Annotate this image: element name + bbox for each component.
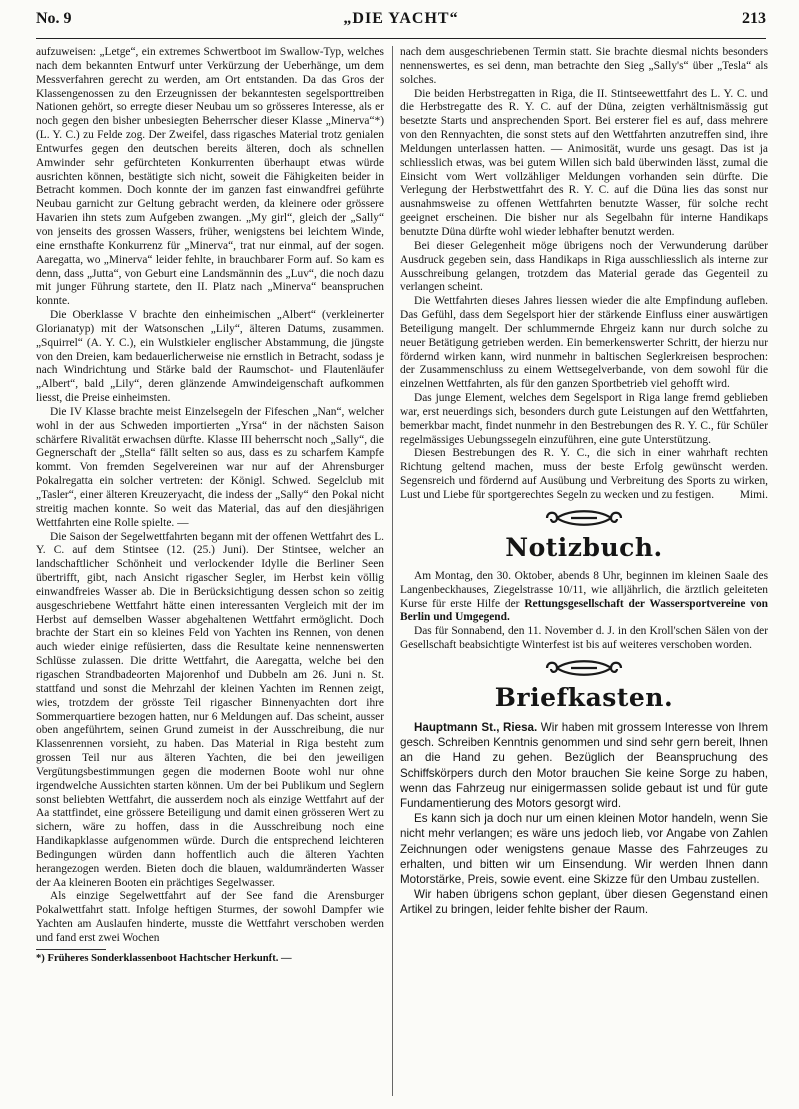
notice-organization: Rettungsgesellschaft der Wassersportvereine von Berlin und Umgegend. bbox=[400, 597, 768, 624]
right-column bbox=[400, 46, 768, 1101]
magazine-title: „DIE YACHT“ bbox=[343, 10, 459, 27]
author-signature: Mimi. bbox=[739, 489, 768, 501]
paragraph: Die Oberklasse V brachte den einheimischen „Albert“ (verkleinerter Glorianatyp) mit der Watsonschen „Lily“, älteren Datums, zusammen. „Squirrel“ (A. Y. C.), ein Wulstkieler englischer Abstammung, die jüngste von den Dreien, kam bedauerlicherweise nie ernstlich in Betracht, sodass je nach Windrichtung und Stärke bald der Raumschot- und Flautenläufer „Albert“, bald „Lily“, deren glänzende Amwindeigenschaft aufkommen liesst, die Preise einheimsten. bbox=[36, 309, 384, 405]
paragraph-text: Diesen Bestrebungen des R. Y. C., die sich in einer wahrhaft rechten Richtung geltend machen, muss der beste Erfolg gewünscht werden. Segensreich und fördernd auf Ausübung und Verbreitung des Sports zu wirken, Lust und Liebe für sportgerechtes Segeln zu wecken und zu festigen. bbox=[400, 447, 768, 501]
notice-paragraph bbox=[400, 570, 768, 625]
paragraph: aufzuweisen: „Letge“, ein extremes Schwertboot im Swallow-Typ, welches nach dem bekannten Entwurf unter Verkürzung der Ueberhänge, um dem Messverfahren gerecht zu werden, am Ort entstanden. Da das Gros der Klassengenossen zu den Erzeugnissen der bekanntesten segelsporttreiben Nationen gehört, so erregte dieser Neubau um so grösseres Interesse, als er noch gegen den bisher unbesiegten Beherrscher dieser Klasse „Minerva“*) (L. Y. C.) zu Felde zog. Der Zweifel, dass rigasches Material trotz genialen Entwurfes gegen den deutschen bereits älteren, doch als schnellen Amwinder sehr gefürchteten Konkurrenten überhaupt etwas würde ausrichten können, bestätigte sich nicht, soweit die Fähigkeiten beider in Betracht kommen. Doch konnte der im ganzen fast einwandfrei geführte Neubau garnicht zur Geltung gebracht werden, da kleinere oder grössere Havarien ihn stets zum Aufgeben zwangen. „My girl“, gleich der „Sally“ von jenseits des grossen Wassers, früher, wenigstens bei leichtem Winde, eine ernsthafte Konkurrenz für „Minerva“, trat nur einmal, auf der sogen. Aaregatta, wo „Minerva“ leider fehlte, in brauchbarer Form auf. So kam es denn, dass „Jutta“, von Geburt eine Landsmännin des „Luv“, die noch dazu mit junger Führung startete, den II. Platz nach „Minerva“ beanspruchen konnte. bbox=[36, 46, 384, 308]
briefkasten-section bbox=[400, 720, 768, 918]
notice-paragraph: Das für Sonnabend, den 11. November d. J. in den Kroll'schen Sälen von der Gesellschaft beabsichtigte Winterfest ist bis auf weiteres verschoben worden. bbox=[400, 625, 768, 652]
briefkasten-heading: Briefkasten. bbox=[494, 682, 674, 712]
paragraph: Die IV Klasse brachte meist Einzelsegeln der Fifeschen „Nan“, welcher wohl in der aus Schweden importierten „Yrsa“ in der nächsten Saison schärfere Rivalität erwachsen dürfte. Klasse III beherrscht noch „Sally“, die Gegnerschaft der „Stella“ fällt selten so aus, dass es zu scharfem Kampfe kommt. Von fremden Segelvereinen war nur auf der Ahrensburger Pokalregatta ein solcher vertreten: der Königl. Schwed. Segelclub mit „Tasler“, einer älteren Kreuzeryacht, die indess der „Sally“ den Pokal nicht streitig machen konnte. So weit das Material, das auf den diesjährigen Wettfahrten eine Rolle spielte. — bbox=[36, 405, 384, 529]
issue-number: No. 9 bbox=[36, 10, 72, 27]
footnote: *) Früheres Sonderklassenboot Hachtscher Herkunft. — bbox=[36, 952, 292, 964]
notizbuch-heading: Notizbuch. bbox=[505, 532, 663, 562]
paragraph: Die Wettfahrten dieses Jahres liessen wieder die alte Empfindung aufleben. Das Gefühl, dass dem Segelsport hier der stärkende Einfluss einer auswärtigen Beteiligung mangelt. Der schlummernde Ehrgeiz kann nur durch solche zu neuer Betätigung getrieben werden. Ein bemerkenswerter Schritt, der hierzu nur fördernd wirken kann, wird nunmehr in baltischen Seglerkreisen besprochen: der Zusammenschluss zu einem Wettsegelverbande, von dem sowohl für die einzelnen Wettfahrten, als für den ganzen Sportbetrieb viel gehofft wird. bbox=[400, 295, 768, 391]
notice-text: Am Montag, den 30. Oktober, abends 8 Uhr, beginnen im kleinen Saale des Langenbeckhauses, Ziegelstrasse 10/11, wie alljährlich, die ärztlich geleiteten Kurse für erste Hilfe der bbox=[400, 569, 768, 610]
left-column bbox=[36, 46, 384, 1101]
paragraph: Das junge Element, welches dem Segelsport in Riga lange fremd geblieben war, erst neuerdings sich, besonders durch gute Leistungen auf den Wettfahrten, bemerkbar macht, findet nunmehr in den Bestrebungen des R. Y. C., für Schüler regelmässiges Uebungssegeln einzuführen, eine gute Unterstützung. bbox=[400, 392, 768, 446]
letter-reply bbox=[400, 720, 768, 811]
paragraph: Die beiden Herbstregatten in Riga, die II. Stintseewettfahrt des L. Y. C. und die Herbstregatte des R. Y. C. auf der Düna, zeigten verhältnismässig gut besetzte Starts und ansprechenden Sport. Bei ersterer fiel es auf, dass mehrere von den Rennyachten, die sonst stets auf den Wettfahrten anzutreffen sind, ihre Meldungen unterlassen hatten. — Animosität, wurde uns gesagt. Das ist ja schliesslich etwas, was bei gutem Willen sich bald überwinden lässt, zumal die Einsicht vom Wert vollzähliger Meldungen vorhanden sein dürfte. Die Verlegung der Herbstwettfahrt des R. Y. C. auf die Düna lies das sonst nur ausnahmsweise zu offenen Wettfahrten benutzte Wasser, für solche recht geeignet erscheinen. Die bisher nur als Segelbahn für interne Handikaps benutzte Düna dürfte wohl wieder lebhafter benutzt werden. bbox=[400, 87, 768, 238]
paragraph: Die Saison der Segelwettfahrten begann mit der offenen Wettfahrt des L. Y. C. auf dem Stintsee (12. (25.) Juni). Der Stintsee, welcher an landschaftlicher Schönheit und verlockender Idylle die Berliner Seen übertrifft, gibt, nach Ansicht rigascher Segler, im Herbst kein völlig einwandfreies Wasser ab. Die in Berücksichtigung dessen schon so zeitig ausgeschriebene Wettfahrt hätte einen interessanten Vergleich mit der im Herbst auf demselben Wasser abgehaltenen Wettfahrt ermöglicht. Doch brachte der Start ein so kleines Feld von Yachten ins Rennen, von denen auch wieder einige refüsierten, dass die Resultate keine nennenswerten Schlüsse zulassen. Die dritte Wettfahrt, die Aaregatta, welche bei den rigaschen Strandbadeorten Majorenhof und Dubbeln am 26. Juni n. St. stattfand und sonst die Mehrzahl der kleinen Yachten im Rennen zeigt, wies, trotzdem der grösste Teil rigascher Binnenyachten dort ihre Sommerquartiere bezogen hatten, nur 6 Meldungen auf. Das scheint, ausser oben angeführtem, seinen Grund zumeist in der Ausschreibung, die nur Klassenrennen vorsieht, zu haben. Das Material in Riga besteht zum grossen Teil nur aus älteren Yachten, die bei den jeweiligen Vergütungsbestimmungen gegen die modernen Boote wohl nur ohne irgendwelche Aussichten starten können. Um der bei Publikum und Seglern sonst beliebten Wettfahrt, die ausserdem noch als einzige Wettfahrt auf der Aa stattfindet, eine grössere Beteiligung und damit einen grösseren Wert zu sichern, wäre zu hoffen, dass in die Ausschreibung noch eine Handikapklasse aufgenommen würde. Durch die entsprechend leichteren Bedingungen würden dann hoffentlich auch die älteren Yachten herangezogen werden. Bieten doch die blauen, waldumränderten Wasser der Aa kleineren Booten ein prächtiges Segelwasser. bbox=[36, 530, 384, 889]
scroll-ornament-icon bbox=[400, 507, 768, 529]
paragraph: nach dem ausgeschriebenen Termin statt. Sie brachte diesmal nichts besonders nennenswertes, es sei denn, man betrachte den Sieg „Sally's“ über „Tesla“ als solches. bbox=[400, 46, 768, 86]
paragraph bbox=[400, 447, 768, 502]
footnote-rule bbox=[36, 949, 106, 950]
header-rule bbox=[36, 38, 766, 39]
letter-paragraph: Es kann sich ja doch nur um einen kleinen Motor handeln, wenn Sie nicht mehr verlangen; es wäre uns jedoch lieb, vor Angabe von Zahlen Zeichnungen oder wenigstens genaue Masse des Fahrzeuges zu erhalten, und bitten wir um Einsendung. Wir werden Ihnen dann Motorstärke, Preis, sowie event. eine Skizze für den Umbau zustellen. bbox=[400, 812, 768, 886]
paragraph: Bei dieser Gelegenheit möge übrigens noch der Verwunderung darüber Ausdruck gegeben sein, dass Handikaps in Riga ausschliesslich als interne zur Ausschreibung gelangen, trotzdem das Material gerade das Gegenteil zu verlangen scheint. bbox=[400, 239, 768, 294]
letter-addressee: Hauptmann St., Riesa. bbox=[414, 720, 538, 734]
running-header bbox=[36, 10, 766, 30]
letter-paragraph: Wir haben übrigens schon geplant, über diesen Gegenstand einen Artikel zu bringen, leider fehlte bisher der Raum. bbox=[400, 888, 768, 917]
column-divider bbox=[392, 46, 393, 1096]
scroll-ornament-icon bbox=[400, 657, 768, 679]
page-number: 213 bbox=[742, 10, 766, 27]
letter-text: Wir haben mit grossem Interesse von Ihrem gesch. Schreiben Kenntnis genommen und sind sehr gern bereit, Ihnen an die Hand zu gehen. Bezüglich der Beanspruchung des Schiffskörpers durch den Motor brauchen Sie keine Sorge zu haben, wenn das Fahrzeug nur einigermassen solide gebaut ist und für gute Fundamentierung des Motors gesorgt wird. bbox=[400, 720, 768, 810]
paragraph: Als einzige Segelwettfahrt auf der See fand die Arensburger Pokalwettfahrt statt. Infolge heftigen Sturmes, der sowohl Dampfer wie Yachten am Auslaufen hinderte, musste die Wettfahrt verschoben werden und fand erst zwei Wochen bbox=[36, 890, 384, 944]
